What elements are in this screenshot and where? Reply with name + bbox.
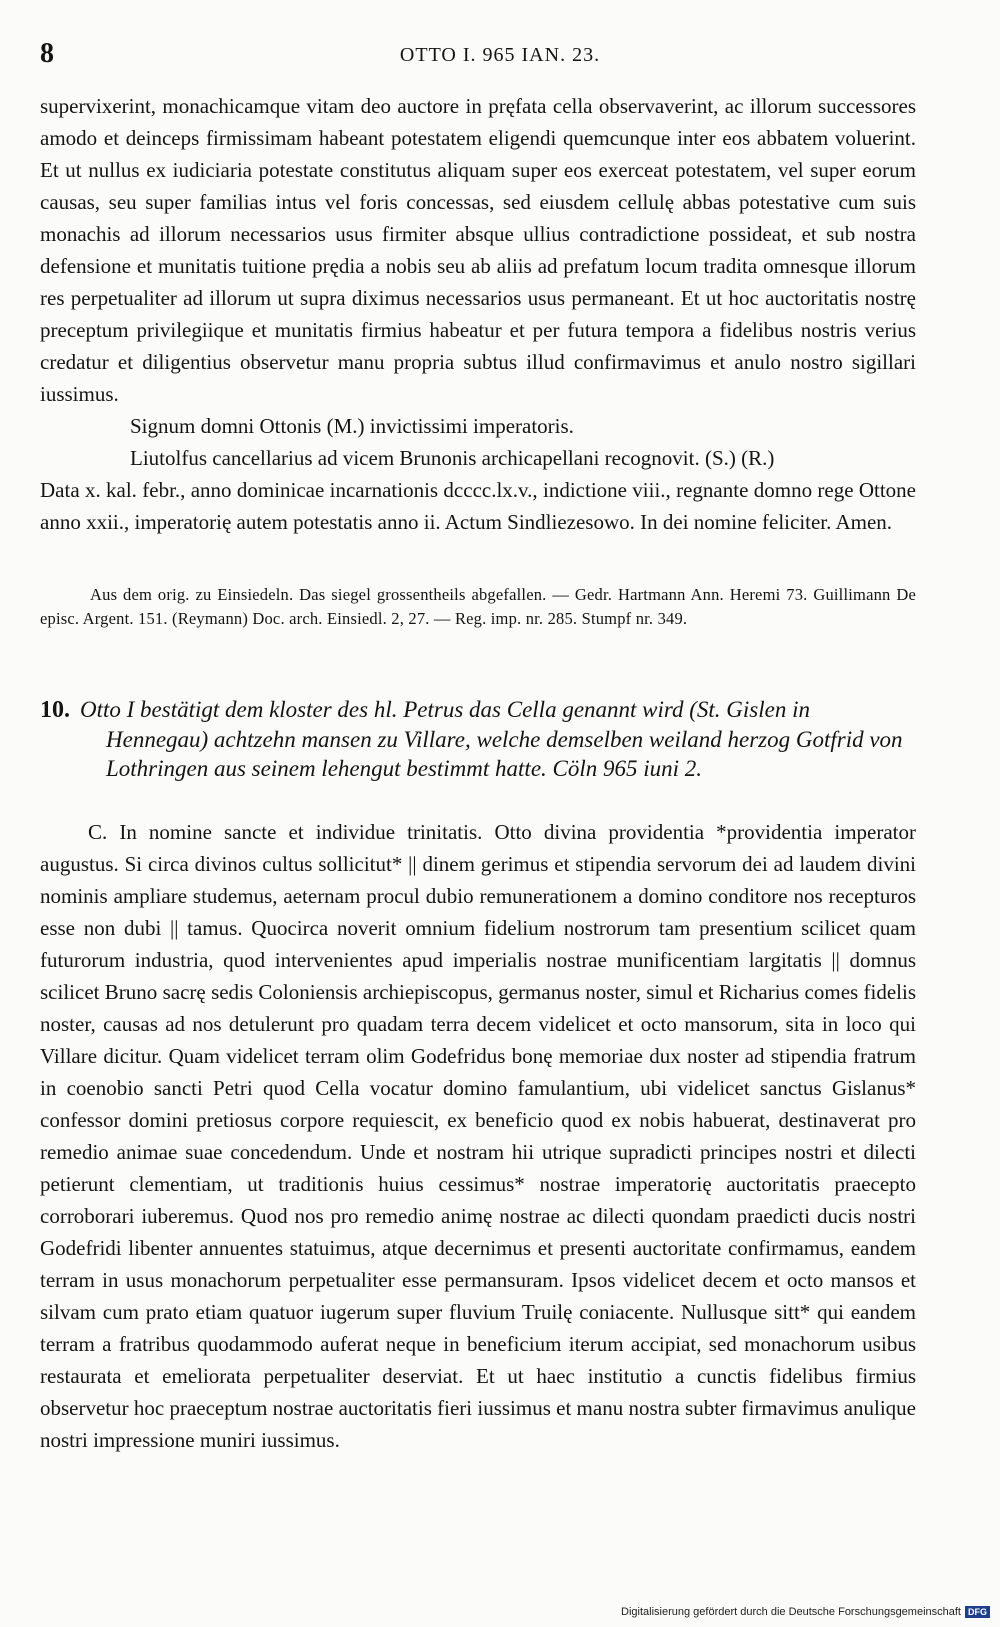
document-10-body xyxy=(40,816,916,1456)
document-title xyxy=(40,695,916,783)
document-10-heading xyxy=(40,695,916,783)
document-number: 10. xyxy=(40,697,70,723)
document-body-text: C. In nomine sancte et individue trinitatis. Otto divina providentia *providentia imperator augustus. Si circa divinos cultus sollicitut* || dinem gerimus et stipendia servorum dei ad laudem divini nominis ampliare studemus, aeternam procul dubio remunerationem a domino conditore nos recepturos esse non dubi || tamus. Quocirca noverit omnium fidelium nostrorum tam presentium scilicet quam futurorum industria, quod intervenientes apud imperialis nostrae munificentiam largitatis || domnus scilicet Bruno sacrę sedis Coloniensis archiepiscopus, germanus noster, simul et Richarius comes fidelis noster, causas ad nos detulerunt pro quadam terra decem videlicet et octo mansorum, sita in loco qui Villare dicitur. Quam videlicet terram olim Godefridus bonę memoriae dux noster ad stipendia fratrum in coenobio sancti Petri quod Cella vocatur domino famulantium, ubi videlicet sanctus Gislanus* confessor domini pretiosus corpore requiescit, ex beneficio quod ex nobis habuerat, destinaverat pro remedio animae suae concedendum. Unde et nostram hii utrique supradicti principes nostri et dilecti petierunt clementiam, ut traditionis huius cessimus* nostrae imperatorię auctoritatis praecepto corroborari iuberemus. Quod nos pro remedio animę nostrae ac dilecti quondam praedicti ducis nostri Godefridi libenter annuentes statuimus, atque decernimus et presenti auctoritate confirmamus, eandem terram in usus monachorum perpetualiter esse permansuram. Ipsos videlicet decem et octo mansos et silvam cum prato etiam quatuor iugerum super fluvium Truilę coniacente. Nullusque sitt* qui eandem terram a fratribus quodammodo auferat neque in beneficium iterum accipiat, sed monachorum usibus restaurata et emeliorata perpetualiter deserviat. Et ut haec institutio a cunctis fidelibus firmius observetur hoc praeceptum nostrae auctoritatis fieri iussimus et manu nostra subter firmavimus anulique nostri impressione muniri iussimus. xyxy=(40,820,916,1452)
digitization-credit xyxy=(621,1606,990,1618)
dfg-logo: DFG xyxy=(965,1606,990,1618)
source-note xyxy=(40,583,916,631)
dating-clause: Data x. kal. febr., anno dominicae incarnationis dcccc.lx.v., indictione viii., regnante domno rege Ottone anno xxii., imperatorię autem potestatis anno ii. Actum Sindliezesowo. In dei nomine feliciter. Amen. xyxy=(40,478,916,534)
running-head: OTTO I. 965 IAN. 23. xyxy=(399,44,601,66)
recognition-line: Liutolfus cancellarius ad vicem Brunonis archicapellani recognovit. (S.) (R.) xyxy=(130,446,775,470)
document-title-text: Otto I bestätigt dem kloster des hl. Petrus das Cella genannt wird (St. Gislen in Hennegau) achtzehn mansen zu Villare, welche demselben weiland herzog Gotfrid von Lothringen aus seinem lehengut bestimmt hatte. Cöln 965 iuni 2. xyxy=(80,697,903,781)
signum-line: Signum domni Ottonis (M.) invictissimi imperatoris. xyxy=(130,414,574,438)
credit-text: Digitalisierung gefördert durch die Deutsche Forschungsgemeinschaft xyxy=(621,1606,961,1618)
charter-continuation-text: supervixerint, monachicamque vitam deo auctore in pręfata cella observaverint, ac illorum successores amodo et deinceps firmissimam habeant potestatem eligendi quemcunque inter eos abbatem voluerint. Et ut nullus ex iudiciaria potestate constitutus aliquam super eos exerceat potestatem, vel super eorum causas, seu super familias intus vel foris concessas, sed eiusdem cellulę abbas potestative cum suis monachis ad illorum necessarios usus firmiter absque ullius contradictione possideat, et sub nostra defensione et munitatis tuitione prędia a nobis seu ab aliis ad prefatum locum tradita omnesque illorum res perpetualiter ad illorum ut supra diximus necessarios usus permaneant. Et ut hoc auctoritatis nostrę preceptum privilegiique et munitatis firmius habeatur et per futura tempora a fidelibus nostris verius credatur et diligentius observetur manu propria subtus illud confirmavimus et anulo nostro sigillari iussimus. xyxy=(40,94,916,406)
page-number: 8 xyxy=(40,38,54,69)
continued-charter xyxy=(40,90,916,538)
page-header xyxy=(40,38,960,78)
source-note-text: Aus dem orig. zu Einsiedeln. Das siegel grossentheils abgefallen. — Gedr. Hartmann Ann. Heremi 73. Guillimann De episc. Argent. 151. (Reymann) Doc. arch. Einsiedl. 2, 27. — Reg. imp. nr. 285. Stumpf nr. 349. xyxy=(40,585,916,628)
